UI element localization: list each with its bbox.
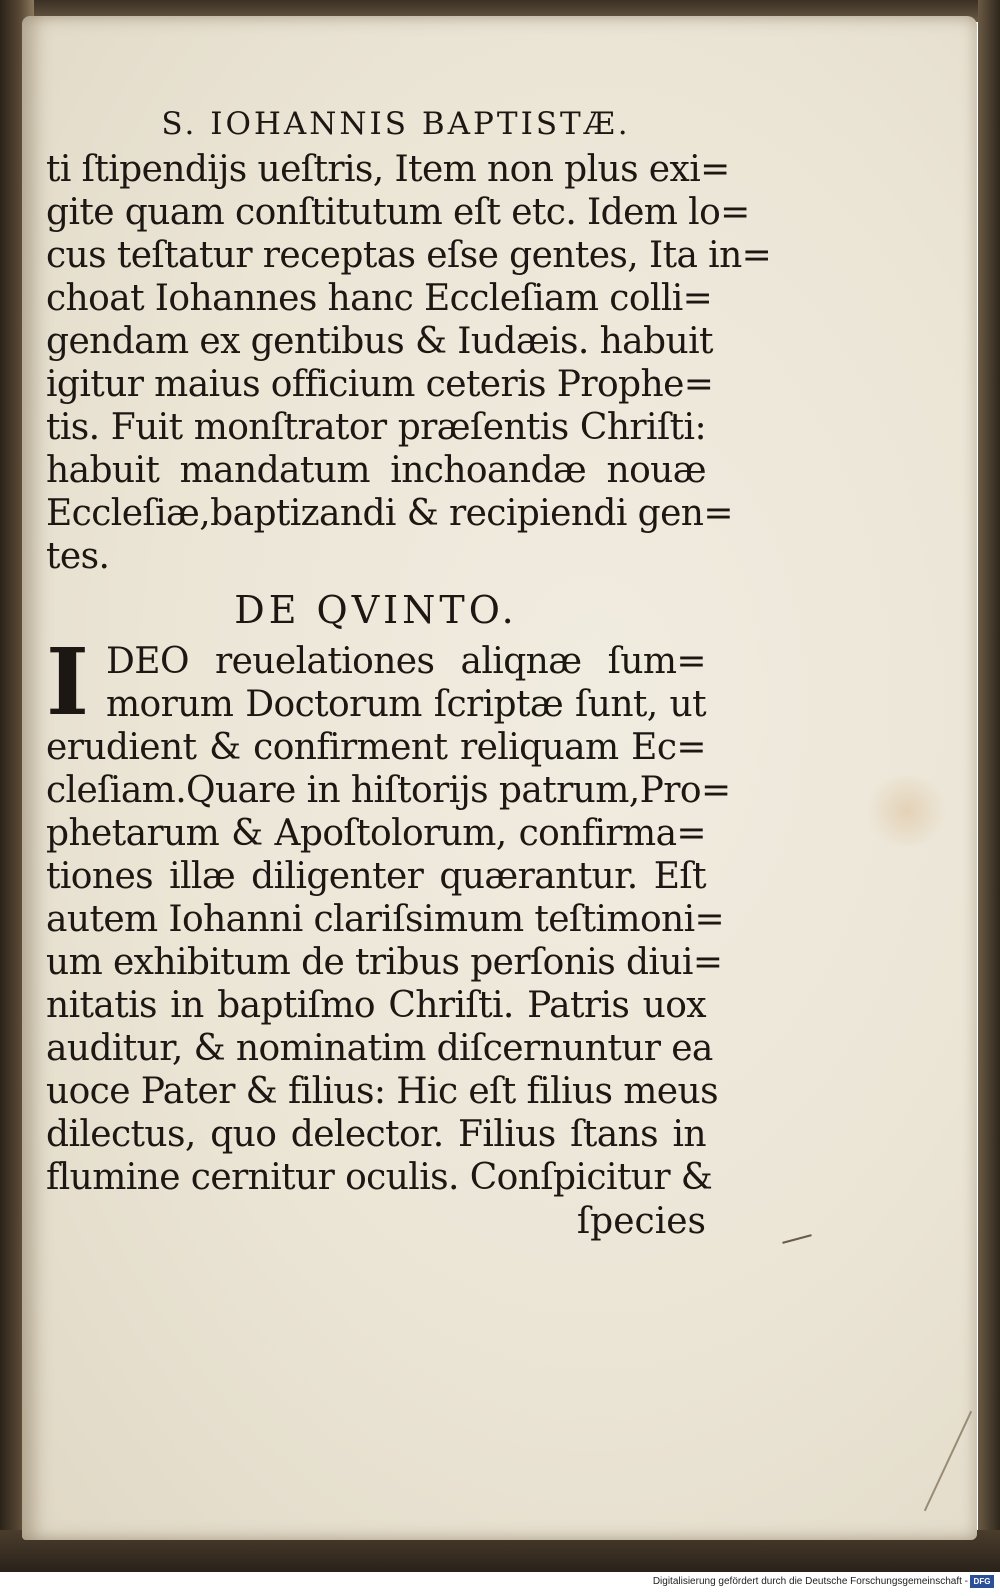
running-head: S. IOHANNIS BAPTISTÆ. [161,106,631,142]
book-edge-right [978,0,1000,1572]
text-line: tiones illæ diligenter quærantur. Eſt [46,856,706,897]
indented-lines [106,640,706,726]
text-line: ti ſtipendijs ueſtris, Item non plus exi= [46,149,730,190]
text-line: gendam ex gentibus & Iudæis. habuit [46,321,713,362]
text-line: erudient & confirment reliquam Ec= [46,727,706,768]
section-heading: DE QVINTO. [234,588,518,632]
text-line: uoce Pater & filius: Hic eſt filius meus [46,1071,718,1112]
text-line: cus teſtatur receptas eſse gentes, Ita in= [46,235,772,276]
paragraph-2 [46,726,731,1199]
funding-credit: Digitalisierung gefördert durch die Deutsche Forschungsgemeinschaft - [652,1576,968,1587]
dfg-logo: DFG [970,1575,994,1588]
paragraph-1 [46,148,772,578]
text-line: habuit mandatum inchoandæ nouæ [46,450,706,491]
drop-initial: I [46,628,90,736]
text-line: tes. [46,536,110,577]
paper-stain [862,776,952,846]
catchword: ſpecies [576,1201,706,1242]
text-line: choat Iohannes hanc Eccleſiam colli= [46,278,713,319]
text-line: phetarum & Apoſtolorum, confirma= [46,813,706,854]
text-line: gite quam conſtitutum eſt etc. Idem lo= [46,192,750,233]
text-line: Eccleſiæ,baptizandi & recipiendi gen= [46,493,733,534]
initial-block [46,628,706,736]
text-line: cleſiam.Quare in hiſtorijs patrum,Pro= [46,770,731,811]
text-line: nitatis in baptiſmo Chriſti. Patris uox [46,985,706,1026]
text-line: auditur, & nominatim diſcernuntur ea [46,1028,713,1069]
text-line: DEO reuelationes aliqnæ ſum= [106,641,706,682]
paper-crease [924,1411,972,1512]
text-line: um exhibitum de tribus perſonis diui= [46,942,723,983]
text-line: autem Iohanni clariſsimum teſtimoni= [46,899,725,940]
text-line: tis. Fuit monſtrator præſentis Chriſti: [46,407,706,448]
text-line: flumine cernitur oculis. Conſpicitur & [46,1157,713,1198]
paper-mark [782,1234,811,1244]
text-line: dilectus, quo delector. Filius ſtans in [46,1114,706,1155]
text-line: igitur maius officium ceteris Prophe= [46,364,714,405]
page-text [46,100,772,1245]
text-line: morum Doctorum ſcriptæ ſunt, ut [106,684,706,725]
